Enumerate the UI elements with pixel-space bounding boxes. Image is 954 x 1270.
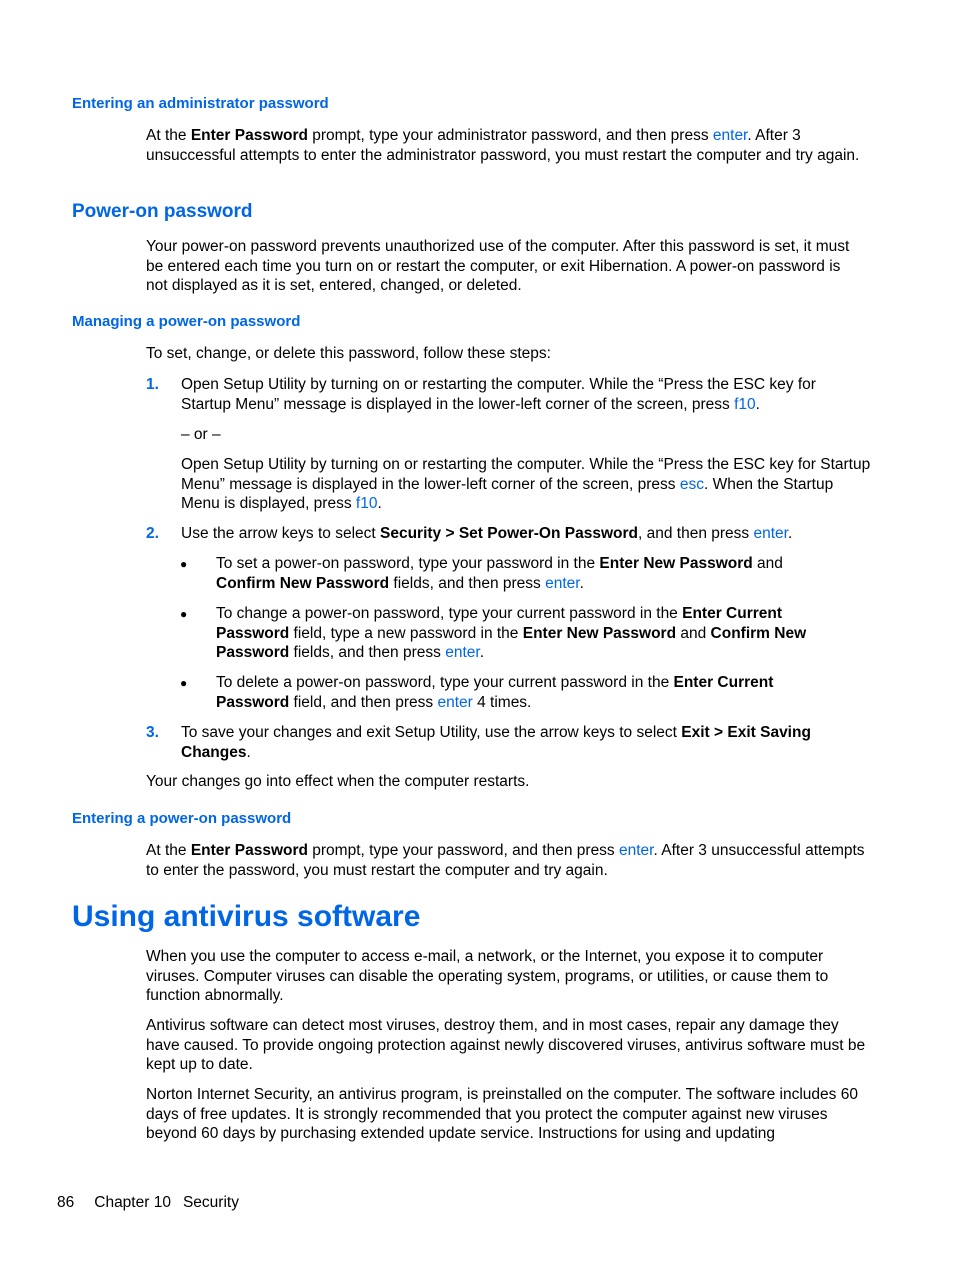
bold-term: Enter New Password [522, 624, 677, 642]
heading-using-antivirus-software: Using antivirus software [72, 900, 421, 933]
bold-term: Enter Password [190, 127, 308, 144]
key-name: enter [619, 842, 654, 859]
step-3-text [181, 723, 866, 762]
key-name: enter [712, 127, 748, 144]
text: prompt, type your administrator password, and then press [307, 127, 713, 144]
bold-term: Exit > Exit Saving Changes [181, 724, 811, 761]
step-number-3: 3. [146, 724, 159, 741]
heading-entering-admin-password: Entering an administrator password [72, 95, 329, 112]
key-name: enter [753, 525, 788, 542]
text: , and then press [638, 525, 754, 542]
text: Open Setup Utility by turning on or restarting the computer. While the “Press the ESC key for Startup Menu” message is displayed in the lower-left corner of the screen, press [181, 376, 816, 413]
key-name: esc [679, 475, 704, 493]
text: field, type a new password in the [289, 624, 523, 642]
bold-term: Security > Set Power-On Password [380, 525, 638, 542]
bold-term: Enter Password [190, 842, 308, 859]
key-name: f10 [355, 495, 378, 512]
text: . [755, 395, 760, 413]
step-1-text-b [181, 455, 871, 514]
step-2-text [181, 524, 866, 544]
step-number-2: 2. [146, 525, 159, 542]
text: Open Setup Utility by turning on or restarting the computer. While the “Press the ESC key for Startup Menu” message is displayed in the lower-left corner of the screen, press [181, 456, 871, 493]
antivirus-paragraph-1: When you use the computer to access e-mail, a network, or the Internet, you expose it to computer viruses. Computer viruses can disable the operating system, programs, or utilities, or cause them to function abnormally. [146, 948, 829, 1004]
text: . [377, 495, 382, 512]
text: fields, and then press [389, 574, 546, 592]
text: . [246, 743, 251, 761]
antivirus-paragraph-3: Norton Internet Security, an antivirus program, is preinstalled on the computer. The software includes 60 days of free updates. It is strongly recommended that you protect the computer against new viruses beyond 60 days by purchasing extended update service. Instructions for using and updating [146, 1086, 858, 1142]
text: . [479, 644, 484, 661]
page-footer [57, 1193, 239, 1213]
key-name: f10 [734, 395, 756, 413]
bold-term: Enter New Password [599, 555, 753, 572]
footer-title: Security [182, 1194, 239, 1211]
antivirus-paragraph-2: Antivirus software can detect most viruses, destroy them, and in most cases, repair any damage they have caused. To provide ongoing protection against newly discovered viruses, antivirus software must be kept up to date. [146, 1017, 866, 1073]
text: prompt, type your password, and then press [307, 842, 619, 859]
bullet: ● [180, 557, 188, 571]
bullet-text-change [216, 604, 831, 663]
bullet-text-delete [216, 673, 806, 712]
footer-chapter: Chapter 10 [94, 1194, 171, 1211]
managing-intro: To set, change, or delete this password, follow these steps: [146, 345, 551, 362]
text: . After 3 unsuccessful attempts to enter the administrator password, you must restart the computer and try again. [146, 127, 860, 164]
admin-password-paragraph [146, 126, 866, 165]
text: field, and then press [289, 693, 438, 711]
bold-term: Confirm New Password [216, 624, 807, 661]
text: To set a power-on password, type your password in the [216, 555, 600, 572]
text: To save your changes and exit Setup Utility, use the arrow keys to select [181, 724, 682, 741]
text: . When the Startup Menu is displayed, press [181, 475, 834, 512]
bullet: ● [180, 676, 188, 690]
text: 4 times. [472, 693, 532, 711]
power-on-paragraph: Your power-on password prevents unauthorized use of the computer. After this password is set, it must be entered each time you turn on or restart the computer, or exit Hibernation. A power-on password is not displayed as it is set, entered, changed, or deleted. [146, 238, 850, 294]
bold-term: Confirm New Password [216, 574, 390, 592]
step-number-1: 1. [146, 376, 159, 393]
text: To change a power-on password, type your current password in the [216, 605, 683, 622]
bullet: ● [180, 607, 188, 621]
heading-power-on-password: Power-on password [72, 201, 253, 222]
bold-term: Enter Current Password [216, 605, 783, 642]
key-name: enter [437, 693, 473, 711]
bold-term: Enter Current Password [216, 674, 774, 711]
text: At the [146, 842, 191, 859]
text: Use the arrow keys to select [181, 525, 380, 542]
text: . After 3 unsuccessful attempts to enter the password, you must restart the computer and try again. [146, 842, 865, 879]
text: At the [146, 127, 191, 144]
text: . [787, 525, 793, 542]
heading-managing-power-on-password: Managing a power-on password [72, 313, 301, 330]
page-number: 86 [57, 1194, 75, 1211]
text: To delete a power-on password, type your current password in the [216, 674, 674, 691]
heading-entering-power-on-password: Entering a power-on password [72, 810, 292, 827]
key-name: enter [445, 644, 480, 661]
text: fields, and then press [289, 644, 446, 661]
entering-power-on-paragraph [146, 841, 866, 880]
step-1-or: – or – [181, 426, 221, 443]
text: and [676, 624, 711, 642]
step-1-text-a [181, 375, 866, 414]
bullet-text-set [216, 554, 816, 593]
text: . [579, 574, 584, 592]
text: and [752, 555, 783, 572]
effect-paragraph: Your changes go into effect when the computer restarts. [146, 773, 530, 790]
key-name: enter [545, 574, 580, 592]
